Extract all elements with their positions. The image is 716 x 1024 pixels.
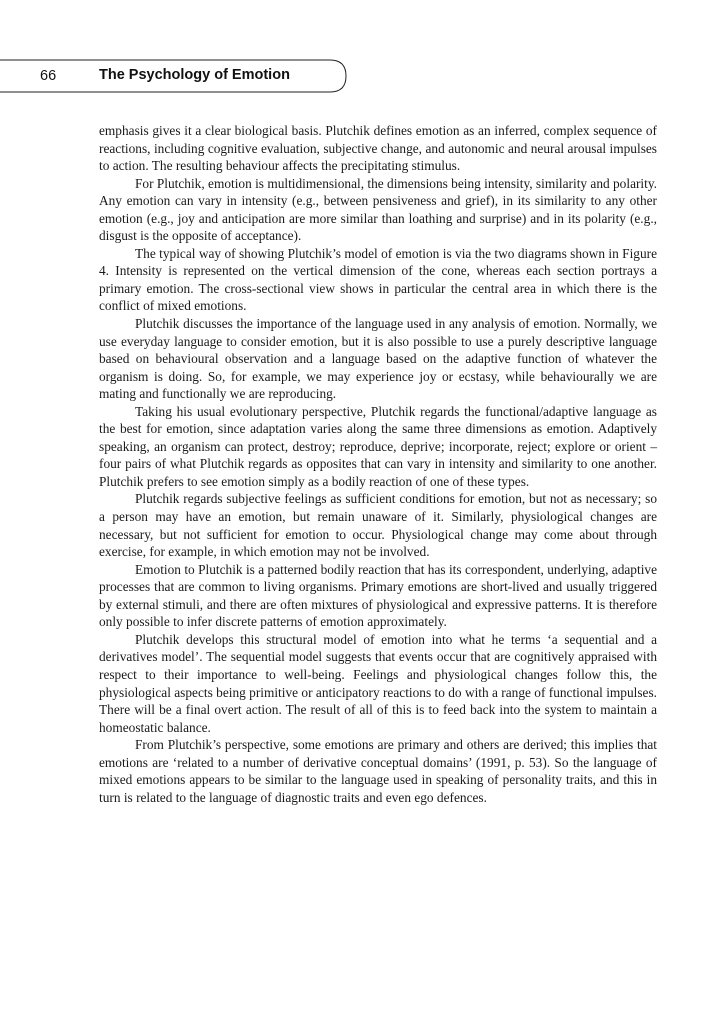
body-text — [99, 122, 657, 806]
paragraph: Plutchik regards subjective feelings as sufficient conditions for emotion, but not as necessary; so a person may have an emotion, but remain unaware of it. Similarly, physiological changes are necessary, but not sufficient for emotion to occur. Physiological change may come about through exercise, for example, in which emotion may not be involved. — [99, 491, 657, 560]
paragraph: The typical way of showing Plutchik’s model of emotion is via the two diagrams shown in Figure 4. Intensity is represented on the vertical dimension of the cone, whereas each section portrays a primary emotion. The cross-sectional view shows in particular the central area in which there is the conflict of mixed emotions. — [99, 245, 657, 314]
paragraph: Plutchik develops this structural model of emotion into what he terms ‘a sequential and a derivatives model’. The sequential model suggests that events occur that are cognitively appraised with respect to their importance to well-being. Feelings and physiological changes follow this, the physiological aspects being primitive or anticipatory reactions to do with a range of functional impulses. There will be a final overt action. The result of all of this is to feed back into the system to maintain a homeostatic balance. — [99, 631, 657, 735]
paragraph: For Plutchik, emotion is multidimensional, the dimensions being intensity, similarity and polarity. Any emotion can vary in intensity (e.g., between pensiveness and grief), in its similarity to any other emotion (e.g., joy and anticipation are more similar than loathing and surprise) and in its polarity (e.g., disgust is the opposite of acceptance). — [99, 175, 657, 244]
paragraph: Taking his usual evolutionary perspective, Plutchik regards the functional/​adaptive language as the best for emotion, since adaptation varies along the same three dimensions as emotion. Adaptively speaking, an organism can protect, destroy; reproduce, deprive; incorporate, reject; explore or orient – four pairs of what Plutchik regards as opposites that can vary in intensity and similarity to one another. Plutchik prefers to see emotion simply as a bodily reaction of one of these types. — [99, 403, 657, 489]
page-number: 66 — [40, 68, 57, 84]
paragraph: Plutchik discusses the importance of the language used in any analysis of emotion. Normally, we use everyday language to consider emotion, but it is also possible to use a purely descriptive language based on behavioural observation and a language based on the adaptive function of whatever the organism is doing. So, for example, we may experience joy or ecstasy, while behaviourally we are mating and functionally we are reproducing. — [99, 316, 657, 402]
paragraph: From Plutchik’s perspective, some emotions are primary and others are derived; this implies that emotions are ‘related to a number of derivative conceptual domains’ (1991, p. 53). So the language of mixed emotions appears to be similar to the language used in speaking of personality traits, and this in turn is related to the language of diagnostic traits and even ego defences. — [99, 737, 657, 805]
running-title: The Psychology of Emotion — [99, 67, 290, 83]
paragraph: emphasis gives it a clear biological basis. Plutchik defines emotion as an inferred, complex sequence of reactions, including cognitive evaluation, subjective change, and autonomic and neural arousal impulses to action. The resulting behaviour affects the precipitating stimulus. — [99, 123, 657, 174]
running-header — [0, 54, 716, 98]
paragraph: Emotion to Plutchik is a patterned bodily reaction that has its correspondent, underlying, adaptive processes that are common to living organisms. Primary emotions are short-lived and usually triggered by external stimuli, and there are often mixtures of physiological and expressive patterns. It is therefore only possible to infer discrete patterns of emotion approximately. — [99, 561, 657, 630]
